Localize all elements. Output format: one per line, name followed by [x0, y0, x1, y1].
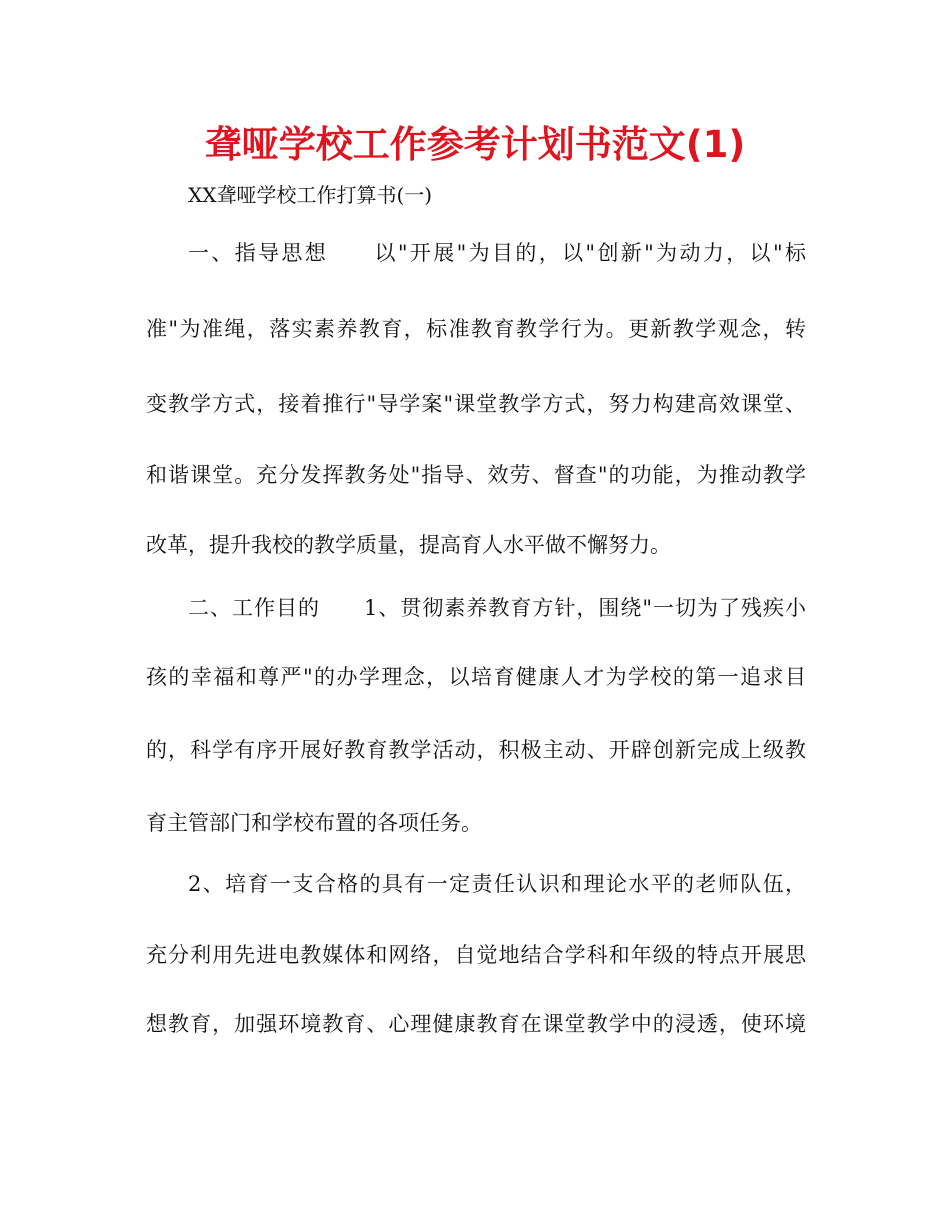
paragraph-line: 准"为准绳，落实素养教育，标准教育教学行为。更新教学观念，转	[146, 317, 806, 341]
paragraph-text: 以"开展"为目的，以"创新"为动力，以"标	[372, 241, 806, 265]
paragraph-line	[188, 238, 806, 268]
paragraph-line: 变教学方式，接着推行"导学案"课堂教学方式，努力构建高效课堂、	[146, 392, 806, 416]
paragraph-line: 孩的幸福和尊严"的办学理念，以培育健康人才为学校的第一追求目	[146, 665, 806, 689]
section-heading: 二、工作目的	[188, 596, 320, 620]
paragraph-line: 2、培育一支合格的具有一定责任认识和理论水平的老师队伍，	[188, 872, 806, 896]
paragraph-line: 想教育，加强环境教育、心理健康教育在课堂教学中的浸透，使环境	[146, 1012, 806, 1036]
document-subtitle: XX聋哑学校工作打算书(一)	[188, 183, 433, 207]
paragraph-line: 育主管部门和学校布置的各项任务。	[146, 811, 482, 835]
section-heading: 一、指导思想	[188, 241, 329, 265]
paragraph-line: 充分利用先进电教媒体和网络，自觉地结合学科和年级的特点开展思	[146, 943, 806, 967]
paragraph-text: 1、贯彻素养教育方针，围绕"一切为了残疾小	[364, 596, 806, 620]
paragraph-line: 的，科学有序开展好教育教学活动，积极主动、开辟创新完成上级教	[146, 738, 806, 762]
paragraph-line: 改革，提升我校的教学质量，提高育人水平做不懈努力。	[146, 533, 671, 557]
paragraph-line	[188, 593, 806, 623]
document-title: 聋哑学校工作参考计划书范文(1)	[204, 123, 746, 166]
paragraph-line: 和谐课堂。充分发挥教务处"指导、效劳、督查"的功能，为推动教学	[146, 463, 806, 487]
